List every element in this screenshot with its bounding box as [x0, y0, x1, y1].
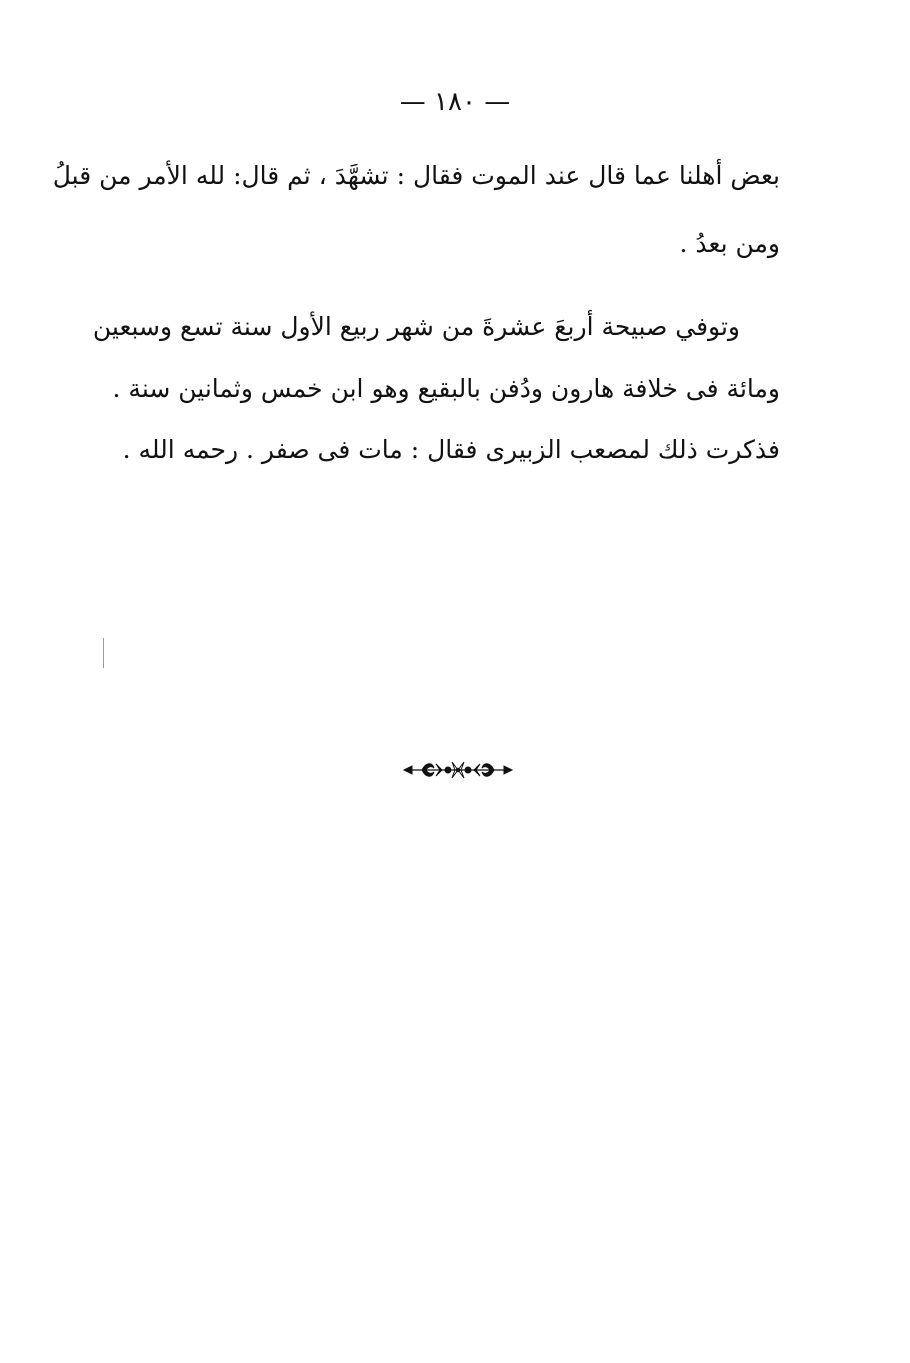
floral-divider-icon	[402, 758, 514, 782]
text-line-3: وتوفي صبيحة أربعَ عشرةَ من شهر ربيع الأول سنة تسع وسبعين	[92, 312, 740, 341]
text-line-1: بعض أهلنا عما قال عند الموت فقال : تشهَّدَ ، ثم قال: لله الأمر من قبلُ	[52, 161, 780, 190]
scan-mark	[103, 638, 104, 668]
page-number: — ١٨٠ —	[399, 87, 511, 117]
text-line-2: ومن بعدُ .	[679, 229, 780, 258]
text-line-4: ومائة فى خلافة هارون ودُفن بالبقيع وهو ابن خمس وثمانين سنة .	[112, 374, 780, 403]
text-line-5: فذكرت ذلك لمصعب الزبيرى فقال : مات فى صفر . رحمه الله .	[122, 435, 780, 464]
